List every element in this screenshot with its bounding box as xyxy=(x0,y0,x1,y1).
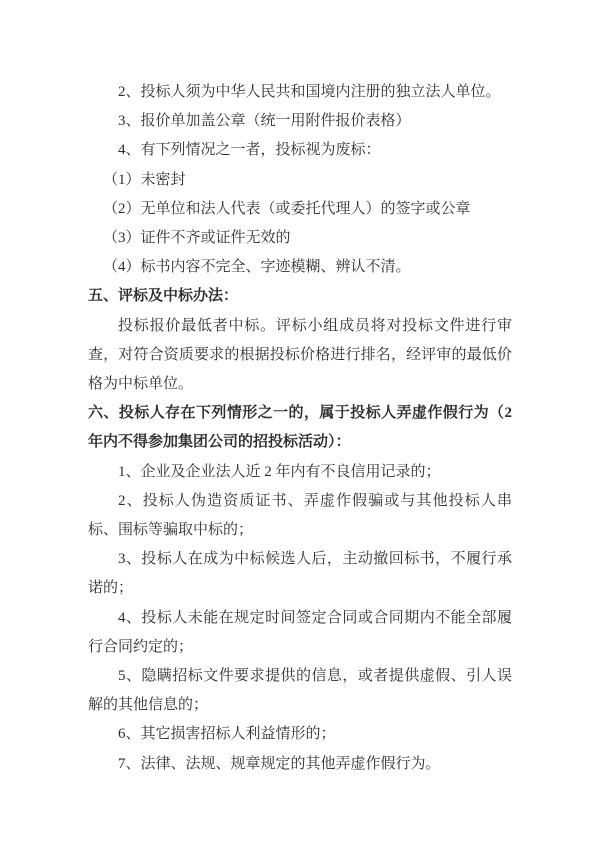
fraud-item-4: 4、投标人未能在规定时间签定合同或合同期内不能全部履行合同约定的； xyxy=(88,609,512,655)
section-5-body: 投标报价最低者中标。评标小组成员将对投标文件进行审查，对符合资质要求的根据投标价格进行排名，经评审的最低价格为中标单位。 xyxy=(88,317,512,393)
invalid-bid-condition-2: （2）无单位和法人代表（或委托代理人）的签字或公章 xyxy=(103,200,471,217)
general-item-4: 4、有下列情况之一者，投标视为废标： xyxy=(118,142,381,159)
section-6-heading: 六、投标人存在下列情形之一的，属于投标人弄虚作假行为（2年内不得参加集团公司的招投标活动）： xyxy=(88,405,512,451)
general-item-3: 3、报价单加盖公章（统一用附件报价表格） xyxy=(118,113,411,130)
invalid-bid-condition-3: （3）证件不齐或证件无效的 xyxy=(103,230,291,247)
fraud-item-7: 7、法律、法规、规章规定的其他弄虚作假行为。 xyxy=(118,755,441,772)
fraud-item-6: 6、其它损害招标人利益情形的； xyxy=(118,726,336,743)
fraud-item-3: 3、投标人在成为中标候选人后，主动撤回标书，不履行承诺的； xyxy=(88,551,512,597)
general-item-2: 2、投标人须为中华人民共和国境内注册的独立法人单位。 xyxy=(118,84,501,100)
fraud-item-5: 5、隐瞒招标文件要求提供的信息，或者提供虚假、引人误解的其他信息的； xyxy=(88,668,512,714)
invalid-bid-condition-1: （1）未密封 xyxy=(103,171,186,188)
fraud-item-1: 1、企业及企业法人近 2 年内有不良信用记录的； xyxy=(118,463,441,480)
section-5-heading: 五、评标及中标办法： xyxy=(88,288,239,305)
invalid-bid-condition-4: （4）标书内容不完全、字迹模糊、辨认不清。 xyxy=(103,259,411,276)
fraud-item-2: 2、投标人伪造资质证书、弄虚作假骗或与其他投标人串标、围标等骗取中标的； xyxy=(88,492,512,539)
